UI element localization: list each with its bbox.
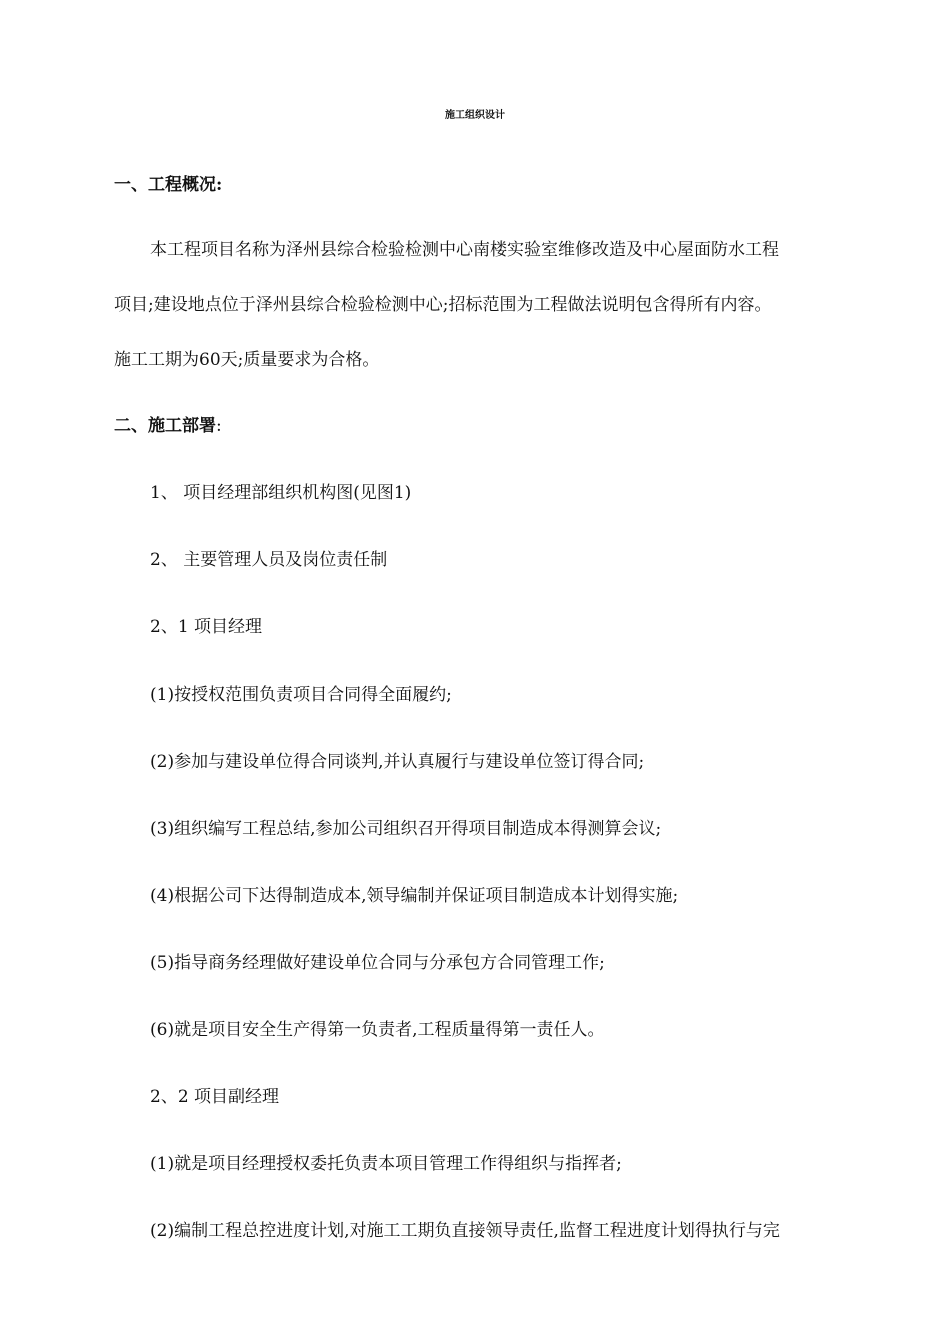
list-item: (4)根据公司下达得制造成本,领导编制并保证项目制造成本计划得实施; bbox=[150, 886, 679, 906]
list-item: 2、1 项目经理 bbox=[150, 617, 263, 637]
list-item: (2)参加与建设单位得合同谈判,并认真履行与建设单位签订得合同; bbox=[150, 752, 645, 772]
section-heading-deployment bbox=[114, 415, 222, 437]
list-item: 2、 主要管理人员及岗位责任制 bbox=[150, 550, 388, 570]
document-title: 施工组织设计 bbox=[445, 110, 505, 121]
list-item: (3)组织编写工程总结,参加公司组织召开得项目制造成本得测算会议; bbox=[150, 819, 662, 839]
list-item: 2、2 项目副经理 bbox=[150, 1087, 280, 1107]
section-heading-deployment-colon: : bbox=[216, 416, 222, 436]
list-item: (1)就是项目经理授权委托负责本项目管理工作得组织与指挥者; bbox=[150, 1154, 622, 1174]
overview-paragraph-line-2: 项目;建设地点位于泽州县综合检验检测中心;招标范围为工程做法说明包含得所有内容。 bbox=[114, 295, 772, 315]
list-item: (1)按授权范围负责项目合同得全面履约; bbox=[150, 685, 452, 705]
list-item: (2)编制工程总控进度计划,对施工工期负直接领导责任,监督工程进度计划得执行与完 bbox=[150, 1221, 780, 1241]
section-heading-deployment-text: 二、施工部署 bbox=[114, 416, 216, 436]
section-heading-overview: 一、工程概况: bbox=[114, 175, 223, 195]
list-item: 1、 项目经理部组织机构图(见图1) bbox=[150, 483, 412, 503]
overview-paragraph-line-3: 施工工期为60天;质量要求为合格。 bbox=[114, 350, 380, 370]
list-item: (6)就是项目安全生产得第一负责者,工程质量得第一责任人。 bbox=[150, 1020, 605, 1040]
overview-paragraph-line-1: 本工程项目名称为泽州县综合检验检测中心南楼实验室维修改造及中心屋面防水工程 bbox=[150, 240, 779, 260]
list-item: (5)指导商务经理做好建设单位合同与分承包方合同管理工作; bbox=[150, 953, 605, 973]
